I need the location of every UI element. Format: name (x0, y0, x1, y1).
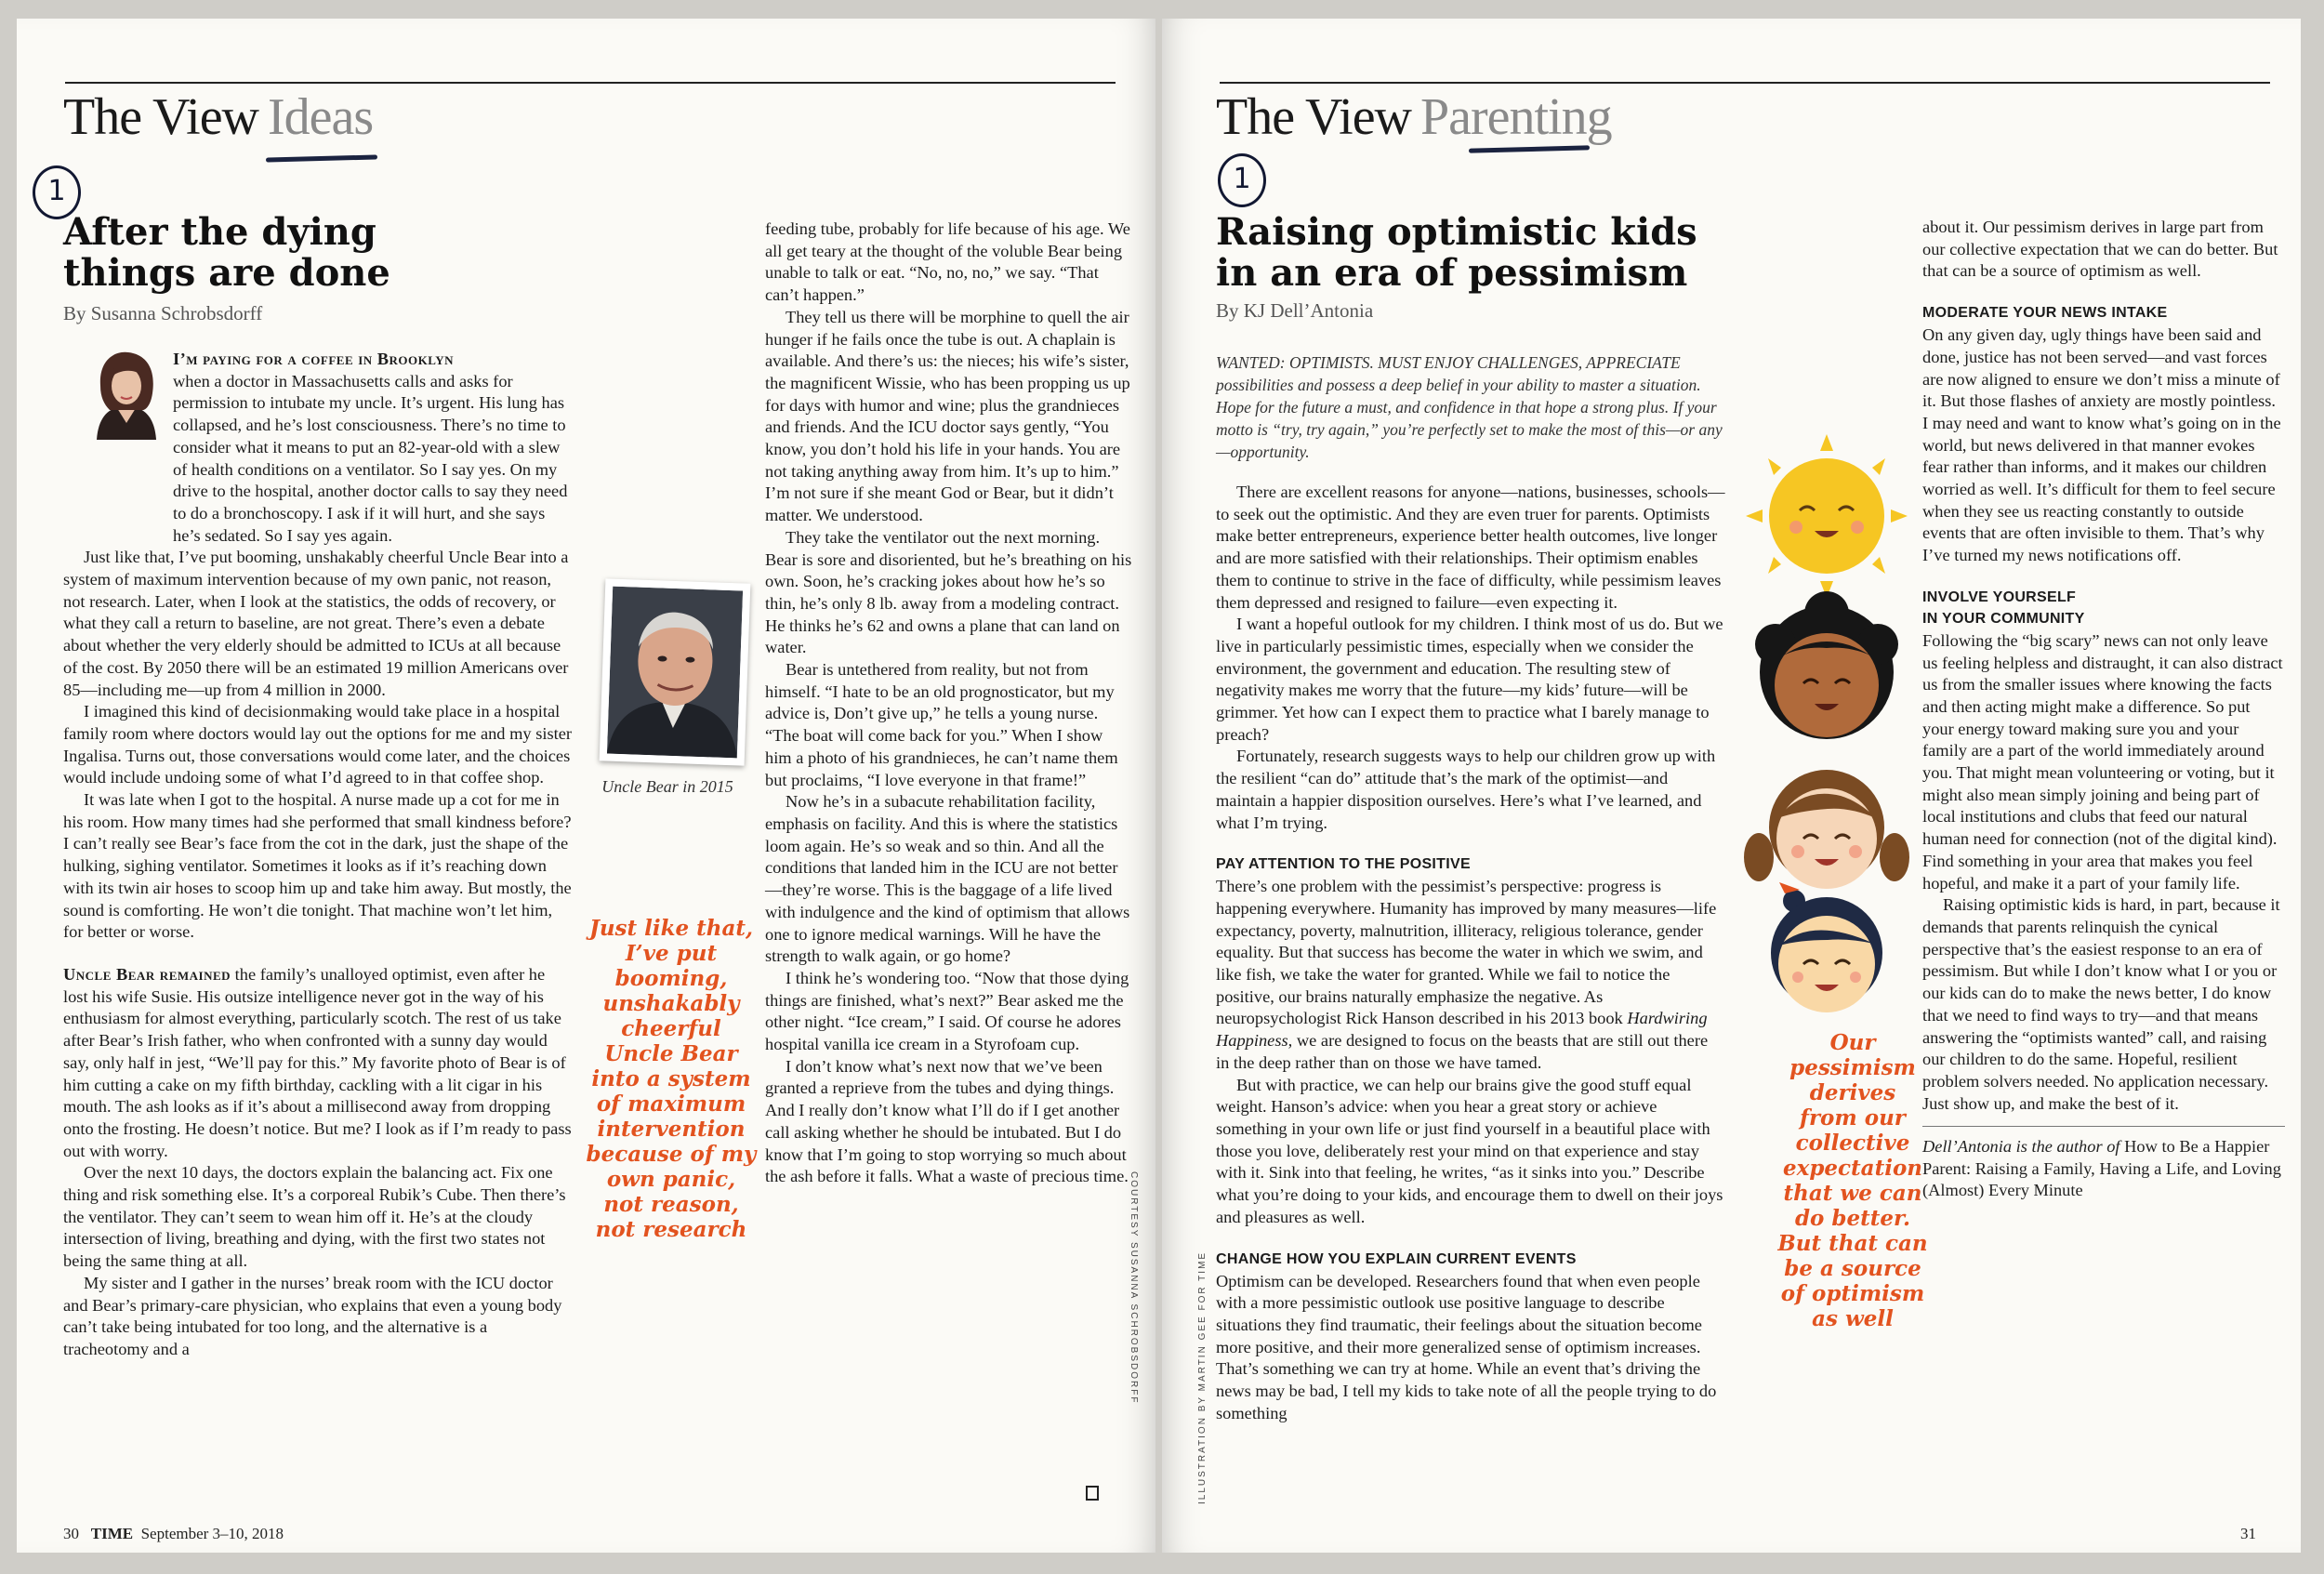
article-intro: WANTED: OPTIMISTS. MUST ENJOY CHALLENGES, APPRECIATE possibilities and possess a deep belief in your ability to master a situation. Hope for the future a must, and confidence in that hope a strong plus. If your motto is “try, try again,” you’re perfectly set to make the most of this—or any—opportunity. (1216, 353, 1723, 461)
paragraph: Optimism can be developed. Researchers found that when even people with a more pessimistic outlook use positive language to describe situations they find traumatic, their feelings about the situation become more positive, and their more generalized sense of optimism increases. That’s something we can try at home. While an event that’s driving the news may be bad, I tell my kids to take note of all the people trying to do something (1216, 1271, 1717, 1422)
section-header (63, 88, 374, 146)
section-brand: The View (63, 88, 258, 146)
portrait-image (607, 587, 743, 759)
photo-credit: COURTESY SUSANNA SCHROBSDORFF (1129, 1171, 1139, 1405)
caption-text: Uncle Bear in 2015 (601, 777, 733, 796)
bio-text: Dell’Antonia is the author of (1922, 1137, 2120, 1157)
paragraph: Over the next 10 days, the doctors explain the balancing act. Fix one thing and risk something else. It’s a corporeal Rubik’s Cube. Then there’s the ventilator. They can’t seem to wean him off it. He’s at the cloudy intersection of living, breathing and dying, with the first two states not being the same thing at all. (63, 1163, 566, 1271)
page-number: 30 (63, 1525, 79, 1542)
photo-caption (584, 776, 751, 798)
paragraph: Following the “big scary” news can not only leave us feeling helpless and distraught, it can also distract us from the smaller issues where knowing the facts and then acting might make a difference. So put your energy toward making sure you and your family are a part of the world immediately around you. That might mean volunteering or voting, but it might also mean simply joining and being part of local institutions and clubs that feed our natural human need for connection (not of the digital kind). Find something in your area that makes you feel hopeful, and make it a part of your family life. (1922, 630, 2283, 893)
paragraph: There are excellent reasons for anyone—nations, businesses, schools—to seek out the optimistic. And they are even truer for parents. Optimists make better entrepreneurs, experience better health outcomes, live longer and are more satisfied with their relationships. Their optimism enables them to continue to strive in the face of difficulty, while pessimism leaves them depressed and resigned to failure—even expecting it. (1216, 483, 1725, 612)
folio (63, 1525, 284, 1543)
paragraph: They tell us there will be morphine to quell the air hunger if he fails once the tube is out. A chaplain is available. And there’s us: the nieces; his wife’s sister, the magnificent Wissie, who has been propping us up for days with humor and wine; plus the grandnieces and friends. And the ICU doctor says gently, “You know, you don’t hold his life in your hands. You are not taking anything away from him. It’s up to him.” I’m not sure if she meant God or Bear, but it didn’t matter. We understood. (765, 307, 1130, 525)
paragraph: we are designed to focus on the beasts that are still out there in the deep rather than on those we have tamed. (1216, 1031, 1709, 1072)
subheading: MODERATE YOUR NEWS INTAKE (1922, 305, 2168, 322)
paragraph: about it. Our pessimism derives in large part from our collective expectation that we can do better. But that can be a source of optimism as well. (1922, 218, 2278, 281)
paragraph: I want a hopeful outlook for my children. I think most of us do. But we live in particularly pessimistic times, especially when we consider the environment, the government and education. The resulting stew of negativity makes me worry that the future—my kids’ future—will be grimmer. Yet how can I expect them to practice what I barely manage to preach? (1216, 615, 1723, 744)
section-topic: Ideas (267, 88, 374, 146)
uncle-bear-photo (600, 578, 751, 765)
pen-annotation: 1 (1218, 153, 1266, 207)
pen-annotation: 1 (33, 165, 81, 219)
paragraph: I think he’s wondering too. “Now that those dying things are finished, what’s next?” Bear asked me the other night. “Ice cream,” I said. Of course he adores hospital vanilla ice cream in a Styrofoam cup. (765, 968, 1129, 1054)
lead-in: Uncle Bear remained (63, 964, 231, 984)
boy-bun-face (1771, 882, 1882, 1012)
paragraph: But with practice, we can help our brains give the good stuff equal weight. Hanson’s advice: when you hear a great story or achieve something in your own life or just find yourself in a beautiful place with those you love, deliberately rest your mind on that experience and stay with it. Sink into that feeling, he writes, “as it sinks into you.” Describe what you’re doing to your kids, and encourage them to dwell on their joys and pleasures as well. (1216, 1075, 1723, 1226)
paragraph: Just like that, I’ve put booming, unshakably cheerful Uncle Bear into a system of maximum intervention because of my own panic, not reason, not research. Later, when I look at the statistics, the odds of recovery, or what they call a return to baseline, are not great. There’s even a debate about whether the very elderly should be admitted to ICUs at all because of the cost. By 2050 there will be an estimated 19 million Americans over 85—including me—up from 4 million in 2000. (63, 548, 569, 699)
paragraph: There’s one problem with the pessimist’s perspective: progress is happening everywhere. Humanity has improved by many measures—life expectancy, poverty, malnutrition, illiteracy, religious tolerance, gender equality. But that success has become the water in which we swim, and like fish, we take the water for granted. While we fail to notice the positive, our brains naturally emphasize the negative. As neuropsychologist Rick Hanson described in his 2013 book (1216, 877, 1717, 1028)
right-page (1162, 19, 2301, 1553)
subheading: PAY ATTENTION TO THE POSITIVE (1216, 856, 1471, 873)
paragraph: when a doctor in Massachusetts calls and asks for permission to intubate my uncle. It’s urgent. His lung has collapsed, and he’s lost consciousness. There’s no time to consider what it means to put an 82-year-old with a slew of health conditions on a ventilator. So I say yes. On my drive to the hospital, another doctor calls to say they need to do a bronchoscopy. I ask if it will hurt, and she says he’s sedated. So I say yes again. (173, 371, 568, 545)
page-number: 31 (2240, 1525, 2256, 1542)
paragraph: I don’t know what’s next now that we’ve been granted a reprieve from the tubes and dying things. And I really don’t know what I’ll do if I get another call asking whether he should be intubated. But I do know that I’m going to stop worrying so much about the ash before it falls. What a waste of precious time. (765, 1056, 1129, 1186)
paragraph: They take the ventilator out the next morning. Bear is sore and disoriented, but he’s breathing on his own. Soon, he’s cracking jokes about how he’s so thin, he’s only 8 lb. away from a modeling contract. He thinks he’s 62 and owns a plane that can land on water. (765, 527, 1132, 657)
book-title: How to Be a Happier Parent: Raising a Family, Having a Life, and Loving (Almost) Every Minute (1922, 1137, 2281, 1200)
top-rule (65, 82, 1116, 84)
paragraph: Now he’s in a subacute rehabilitation facility, emphasis on facility. And this is where the statistics loom again. He’s so weak and so thin. And all the conditions that landed him in the ICU are not better—they’re worse. This is the baggage of a life lived with indulgence and the kind of optimism that allows one to ignore medical warnings. Will he have the strength to walk again, or go home? (765, 792, 1130, 966)
section-brand: The View (1216, 88, 1411, 146)
paragraph: I imagined this kind of decisionmaking would take place in a hospital family room where doctors would lay out the options for me and my sister Ingalisa. Turns out, those conversations would come later, and the choices would include undoing some of what I’d agreed to in that coffee shop. (63, 702, 573, 787)
section-header (1216, 88, 1612, 146)
paragraph: It was late when I got to the hospital. A nurse made up a cot for me in his room. How many times had she performed that small kindness before? I can’t really see Bear’s face from the cot in the dark, just the shape of the hulking, sighing ventilator. Sometimes it looks as if it’s reaching down with its twin air hoses to scoop him up and take him away. But mostly, the sound is comforting. He won’t die tonight. That machine won’t let him, for better or worse. (63, 790, 572, 942)
byline: By Susanna Schrobsdorff (63, 302, 263, 324)
end-mark (1086, 1486, 1099, 1501)
magazine-name: TIME (90, 1525, 134, 1542)
pen-underline (266, 154, 377, 162)
optimism-faces-illustration (1738, 432, 1915, 1018)
right-article-column-2 (1922, 217, 2285, 1202)
pull-quote: Our pessimism derives from our collective expectation that we can do better. But that can be a source of optimism as well (1777, 1030, 1928, 1331)
book-title: Hardwiring Happiness, (1216, 1009, 1708, 1051)
paragraph: the family’s unalloyed optimist, even after he lost his wife Susie. His outsize intelligence never got in the way of his enthusiasm for almost everything, particularly scotch. The rest of us take after Bear’s Irish father, who when confronted with a sunny day would say, only half in jest, “We’ll pay for this.” My favorite photo of Bear is of him cutting a cake on my fifth birthday, cackling with a lit cigar in his mouth. The ash looks as if it’s about a millisecond away from dropping onto the frosting. He doesn’t notice. But me? I look as if I’m ready to pass out with worry. (63, 964, 572, 1160)
paragraph: Raising optimistic kids is hard, in part, because it demands that parents relinquish the cynical perspective that’s the easiest response to an era of pessimism. But while I don’t know what I or you or our kids can do to make the news better, I do know that we need to find ways to try—and that means answering the “optimists wanted” call, and raising our children to do the same. Hopeful, resilient problem solvers needed. No application necessary. Just show up, and make the best of it. (1922, 895, 2280, 1113)
pen-underline (1469, 145, 1590, 152)
lead-in: I’m paying for a coffee in Brooklyn (173, 350, 454, 368)
left-article-column-2 (765, 218, 1132, 1188)
subheading: INVOLVE YOURSELF (1922, 589, 2077, 605)
byline: By KJ Dell’Antonia (1216, 299, 1374, 322)
left-article-column-1 (63, 349, 573, 1361)
author-bio (1922, 1136, 2285, 1202)
issue-date: September 3–10, 2018 (140, 1525, 284, 1542)
subheading: CHANGE HOW YOU EXPLAIN CURRENT EVENTS (1216, 1250, 1577, 1267)
pull-quote: Just like that, I’ve put booming, unshakably cheerful Uncle Bear into a system of maximum intervention because of my own panic, not reason, not research (586, 916, 757, 1242)
paragraph: feeding tube, probably for life because of his age. We all get teary at the thought of the voluble Bear being unable to talk or eat. “No, no, no,” we say. “That can’t happen.” (765, 219, 1130, 305)
girl-pigtails-face (1744, 770, 1909, 889)
paragraph: On any given day, ugly things have been said and done, justice has not been served—and vast forces are now aligned to ensure we don’t miss a minute of it. But those flashes of anxiety are mostly pointless. I may need and want to know what’s going on in the world, but news delivered in that manner evokes fear rather than informs, and it makes our children worried as well. It’s difficult for them to feel secure when they see us reacting constantly to outside events that are often invisible to them. That’s why I’ve turned my news notifications off. (1922, 325, 2281, 565)
article-title: Raising optimistic kids in an era of pessimism (1216, 210, 1697, 295)
paragraph: Bear is untethered from reality, but not from himself. “I hate to be an old prognosticator, but my advice is, Don’t give up,” he tells a young nurse. “The boat will come back for you.” When I show him a photo of his grandnieces, he can’t name them but proclaims, “I love everyone in that frame!” (765, 660, 1118, 789)
section-topic: Parenting (1419, 88, 1612, 146)
left-page (17, 19, 1155, 1553)
sun-face (1746, 434, 1908, 598)
boy-curly-face (1755, 591, 1898, 739)
paragraph: Fortunately, research suggests ways to help our children grow up with the resilient “can do” attitude that’s the mark of the optimist—and maintain a happier disposition ourselves. Here’s what I’ve learned, and what I’m trying. (1216, 747, 1716, 832)
article-title: After the dying things are done (63, 210, 390, 295)
right-article-column-1 (1216, 482, 1725, 1424)
top-rule (1220, 82, 2270, 84)
paragraph: My sister and I gather in the nurses’ break room with the ICU doctor and Bear’s primary-care physician, who explains that even a young body can’t take being intubated for too long, and the alternative is a tracheotomy and a (63, 1273, 562, 1358)
illustration-credit: ILLUSTRATION BY MARTIN GEE FOR TIME (1197, 1250, 1208, 1504)
subheading: IN YOUR COMMUNITY (1922, 610, 2085, 627)
